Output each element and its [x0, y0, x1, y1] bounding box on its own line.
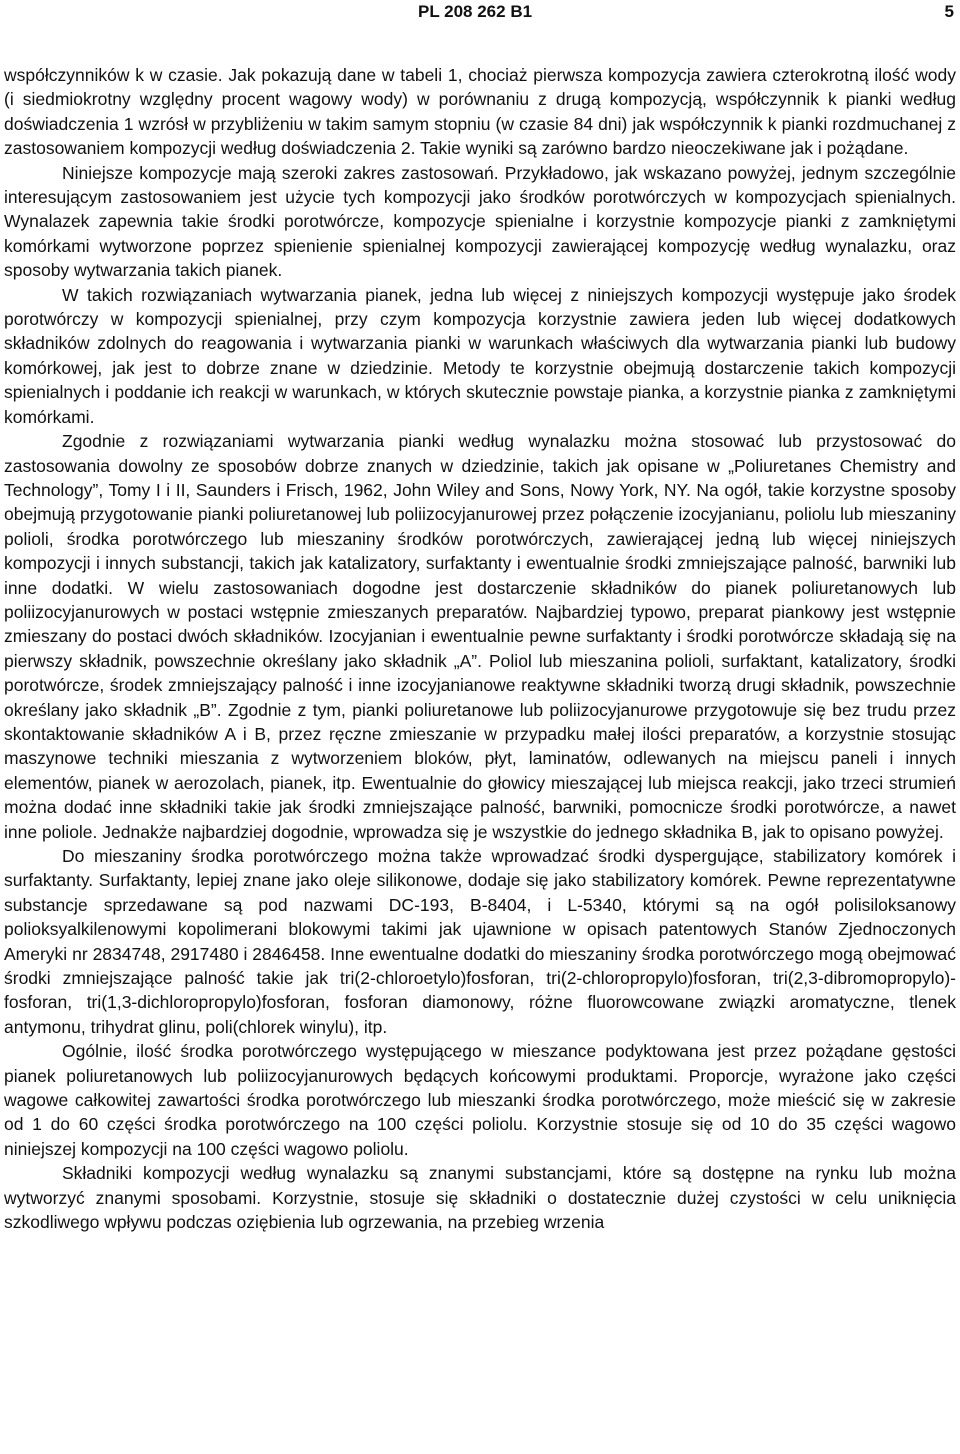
paragraph: W takich rozwiązaniach wytwarzania pianek, jedna lub więcej z niniejszych kompozycji występuje jako środek porotwórczy w kompozycji spienialnej, przy czym kompozycja korzystnie zawiera jeden lub więcej dodatkowych składników zdolnych do reagowania i wytwarzania pianki w warunkach właściwych dla wytwarzania pianki lub budowy komórkowej, jak jest to dobrze znane w dziedzinie. Metody te korzystnie obejmują dostarczenie takich kompozycji spienialnych i poddanie ich reakcji w warunkach, w których skutecznie powstaje pianka, a korzystnie pianka z zamkniętymi komórkami.	[4, 284, 956, 427]
paragraph: Zgodnie z rozwiązaniami wytwarzania pianki według wynalazku można stosować lub przystosować do zastosowania dowolny ze sposobów dobrze znanych w dziedzinie, takich jak opisane w „Poliuretanes Chemistry and Technology”, Tomy I i II, Saunders i Frisch, 1962, John Wiley and Sons, Nowy York, NY. Na ogół, takie korzystne sposoby obejmują przygotowanie pianki poliuretanowej lub poliizocyjanurowej przez połączenie izocyjanianu, poliolu lub mieszaniny polioli, środka porotwórczego lub mieszaniny środków porotwórczych, zawierającej jedną lub więcej niniejszych kompozycji i innych substancji, takich jak katalizatory, surfaktanty i ewentualnie środki zmniejszające palność, barwniki lub inne dodatki. W wielu zastosowaniach dogodne jest dostarczenie składników do pianek poliuretanowych lub poliizocyjanurowych w postaci wstępnie zmieszanych preparatów. Najbardziej typowo, preparat piankowy jest wstępnie zmieszany do postaci dwóch składników. Izocyjanian i ewentualnie pewne surfaktanty i środki porotwórcze składają się na pierwszy składnik, powszechnie określany jako składnik „A”. Poliol lub mieszanina polioli, surfaktant, katalizatory, środki porotwórcze, środek zmniejszający palność i inne izocyjanianowe reaktywne składniki tworzą drugi składnik, powszechnie określany jako składnik „B”. Zgodnie z tym, pianki poliuretanowe lub poliizocyjanurowe przygotowuje się bez trudu przez skontaktowanie składników A i B, przez ręczne zmieszanie w przypadku małej ilości preparatów, a korzystnie stosując maszynowe techniki mieszania z wytworzeniem bloków, płyt, laminatów, odlewanych na miejscu paneli i innych elementów, pianek w aerozolach, pianek, itp. Ewentualnie do głowicy mieszającej lub miejsca reakcji, jako trzeci strumień można dodać inne składniki takie jak środki zmniejszające palność, barwniki, pomocnicze środki porotwórcze, a nawet inne poliole. Jednakże najbardziej dogodnie, wprowadza się je wszystkie do jednego składnika B, jak to opisano powyżej.	[4, 431, 956, 842]
paragraph: Ogólnie, ilość środka porotwórczego występującego w mieszance podyktowana jest przez pożądane gęstości pianek poliuretanowych lub poliizocyjanurowych będących końcowymi produktami. Proporcje, wyrażone jako części wagowe całkowitej zawartości środka porotwórczego lub mieszanki środka porotwórczego, może mieścić się w zakresie od 1 do 60 części środka porotwórczego na 100 części poliolu. Korzystnie stosuje się od 10 do 35 części wagowo niniejszej kompozycji na 100 części wagowo poliolu.	[4, 1041, 956, 1159]
paragraph: Niniejsze kompozycje mają szeroki zakres zastosowań. Przykładowo, jak wskazano powyżej, jednym szczególnie interesującym zastosowaniem jest użycie tych kompozycji jako środków porotwórczych w kompozycjach spienialnych. Wynalazek zapewnia takie środki porotwórcze, kompozycje spienialne i korzystnie kompozycje pianki z zamkniętymi komórkami wytworzone poprzez spienienie spienialnej kompozycji zawierającej kompozycję według wynalazku, oraz sposoby wytwarzania takich pianek.	[4, 162, 956, 281]
document-body	[4, 63, 956, 1235]
patent-number: PL 208 262 B1	[418, 2, 533, 21]
paragraph: Do mieszaniny środka porotwórczego można także wprowadzać środki dyspergujące, stabilizatory komórek i surfaktanty. Surfaktanty, lepiej znane jako oleje silikonowe, dodaje się jako stabilizatory komórek. Pewne reprezentatywne substancje sprzedawane są pod nazwami DC-193, B-8404, i L-5340, którymi są na ogół polisiloksanowy polioksyalkilenowymi kopolimerani blokowymi takimi jak ujawnione w opisach patentowych Stanów Zjednoczonych Ameryki nr 2834748, 2917480 i 2846458. Inne ewentualne dodatki do mieszaniny środka porotwórczego mogą obejmować środki zmniejszające palność takie jak tri(2-chloroetylo)fosforan, tri(2-chloropropylo)fosforan, tri(2,3-dibromopropylo)-fosforan, tri(1,3-dichloropropylo)fosforan, fosforan diamonowy, różne fluorowcowane związki aromatyczne, tlenek antymonu, trihydrat glinu, poli(chlorek winylu), itp.	[4, 846, 956, 1037]
page-number: 5	[944, 2, 954, 21]
page-header	[0, 2, 960, 26]
paragraph: współczynników k w czasie. Jak pokazują dane w tabeli 1, chociaż pierwsza kompozycja zawiera czterokrotną ilość wody (i siedmiokrotny względny procent wagowy wody) w porównaniu z drugą kompozycją, współczynnik k pianki według doświadczenia 1 wzrósł w przybliżeniu w takim samym stopniu (w czasie 84 dni) jak współczynnik k pianki rozdmuchanej z zastosowaniem kompozycji według doświadczenia 2. Takie wyniki są zarówno bardzo nieoczekiwane jak i pożądane.	[4, 65, 956, 159]
paragraph: Składniki kompozycji według wynalazku są znanymi substancjami, które są dostępne na rynku lub można wytworzyć znanymi sposobami. Korzystnie, stosuje się składniki o dostatecznie dużej czystości w celu uniknięcia szkodliwego wpływu podczas oziębienia lub ogrzewania, na przebieg wrzenia	[4, 1163, 956, 1233]
